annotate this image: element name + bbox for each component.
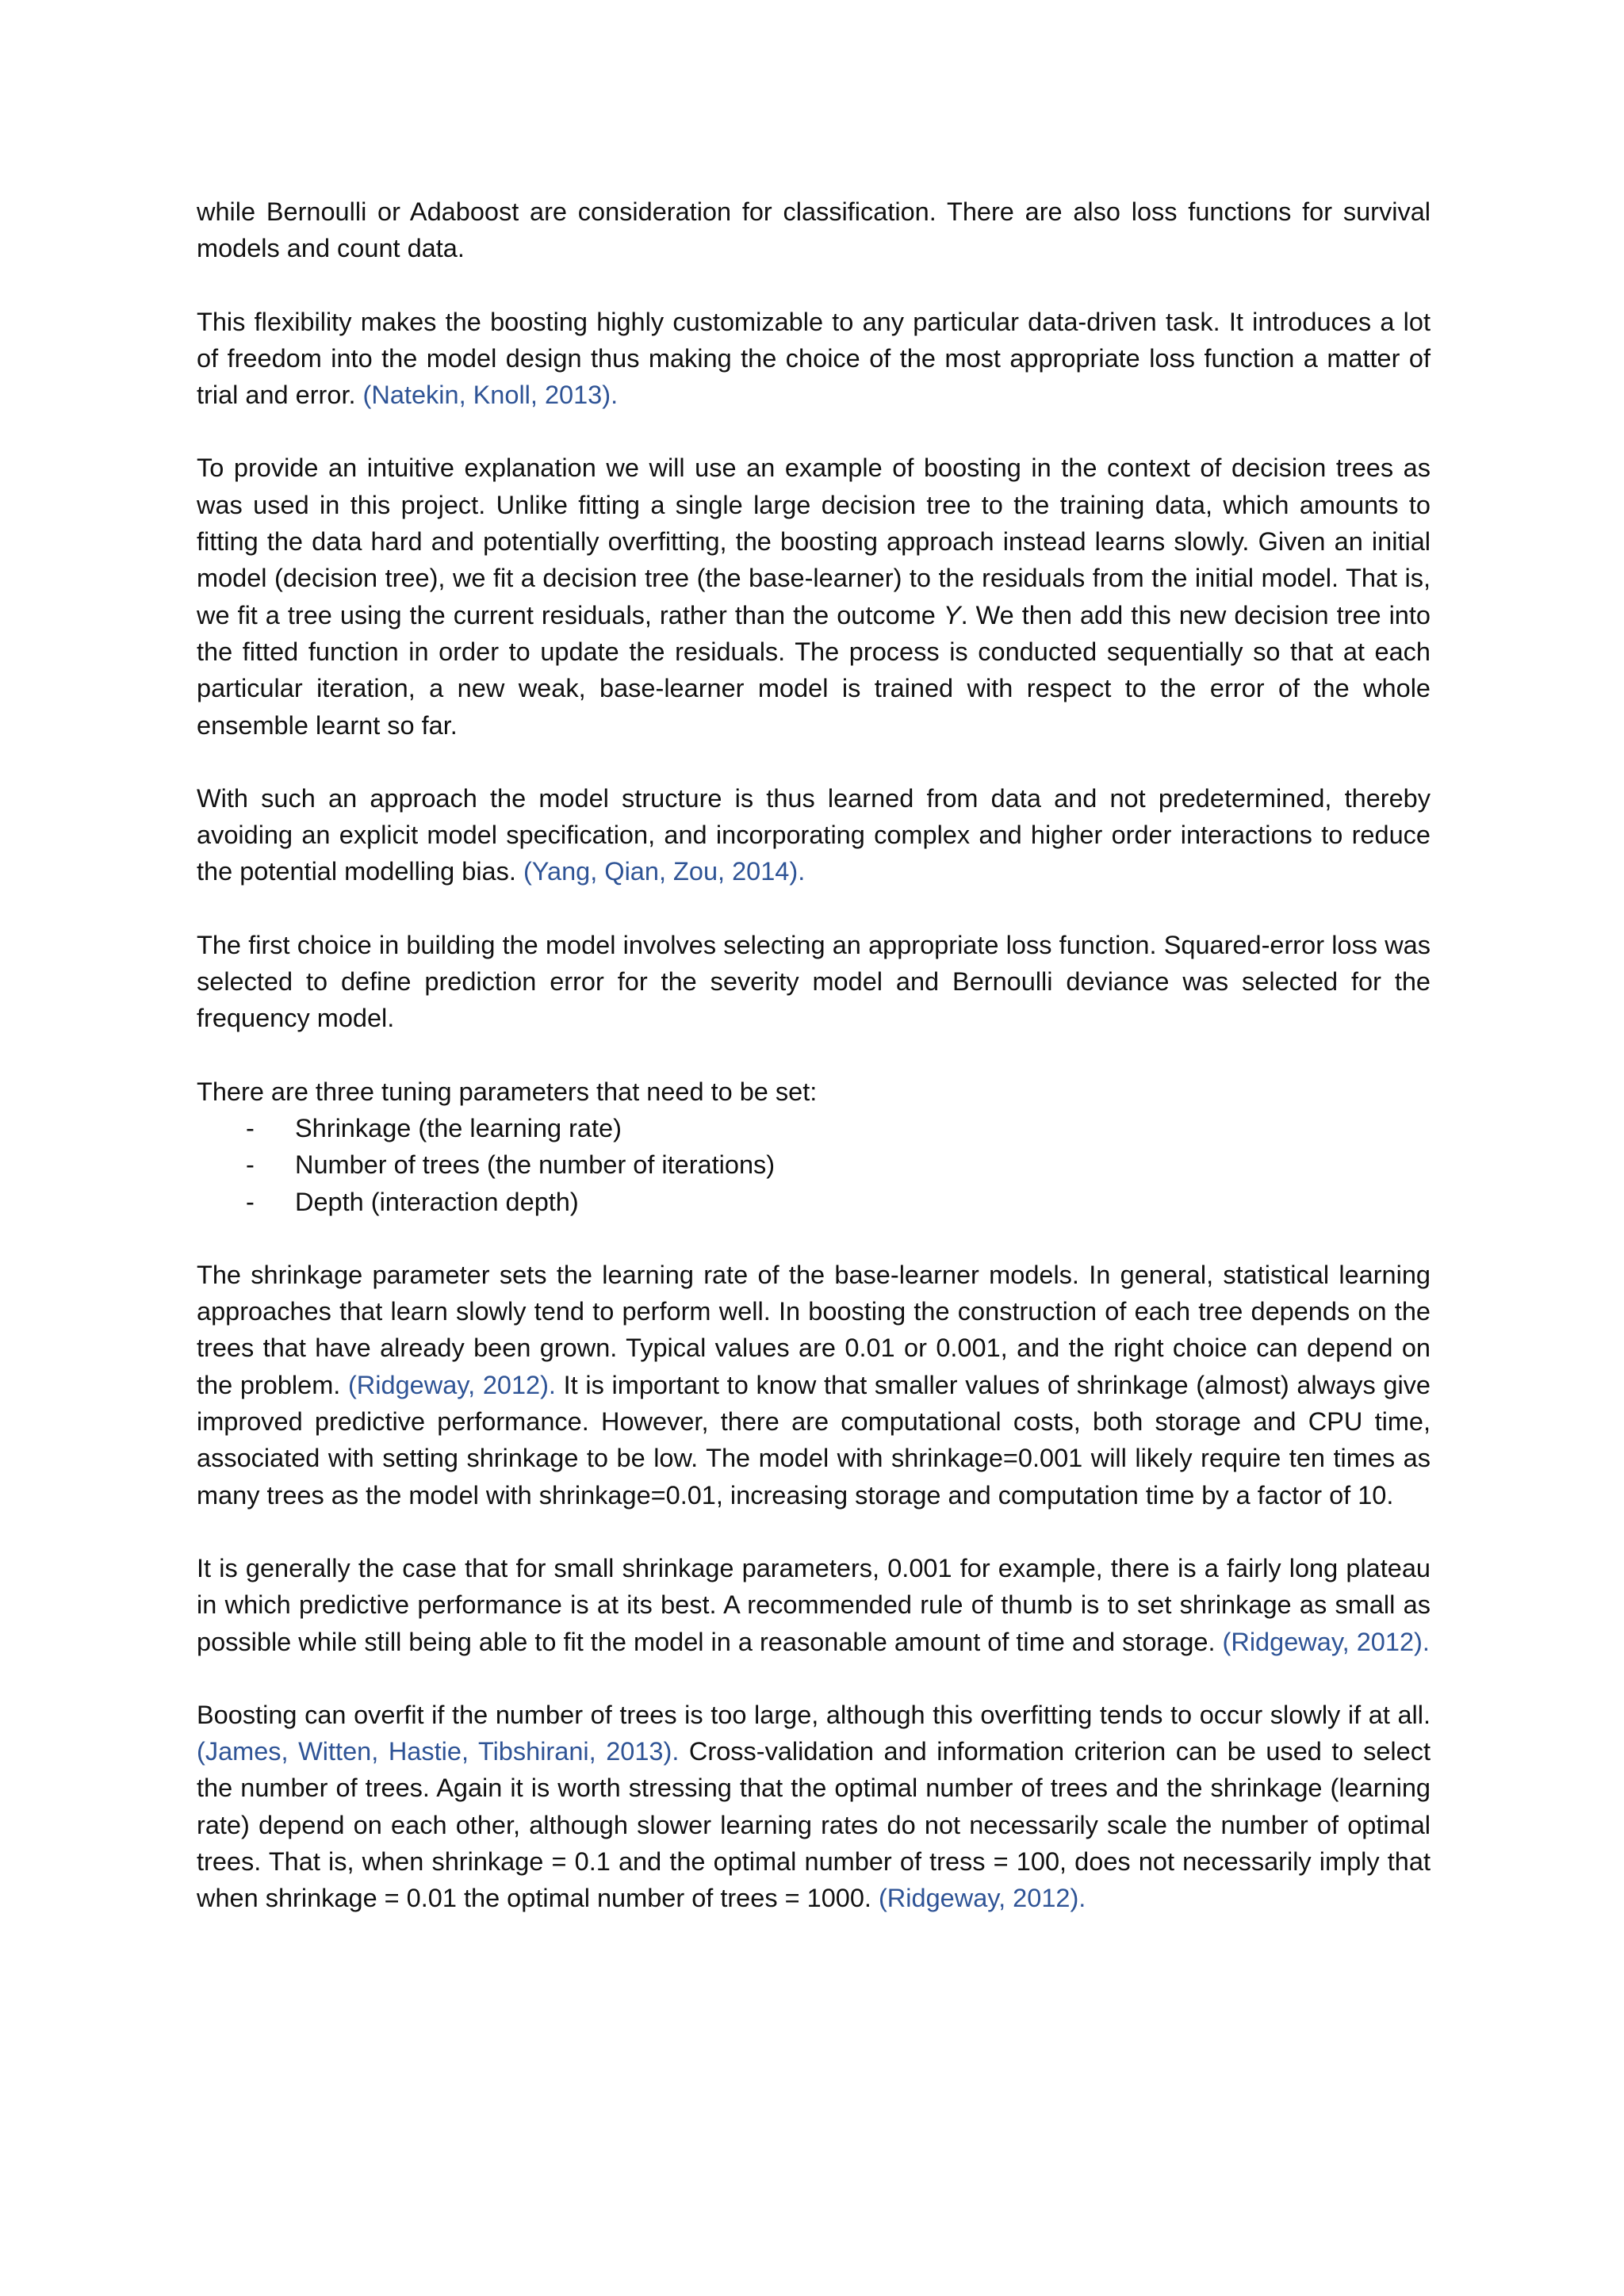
dash-bullet: - [246,1113,255,1142]
paragraph-tuning-intro [197,1073,1431,1110]
paragraph-text: With such an approach the model structure is thus learned from data and not predetermined, thereby avoiding an explicit model specification, and incorporating complex and higher order interactions to reduce the potential modelling bias. [197,783,1431,886]
italic-variable-y: Y [943,600,961,629]
citation-natekin-knoll: (Natekin, Knoll, 2013). [362,381,619,410]
paragraph-intuitive-explanation [197,450,1431,743]
paragraph-model-structure [197,780,1431,890]
paragraph-text: The shrinkage parameter sets the learning rate of the base-learner models. In general, statistical learning approaches that learn slowly tend to perform well. In boosting the construction of each tree depends on the trees that have already been grown. Typical values are 0.01 or 0.001, and the right choice can depend on the problem. [197,1260,1431,1399]
paragraph-text: It is important to know that smaller values of shrinkage (almost) always give improved predictive performance. However, there are computational costs, both storage and CPU time, associated with setting shrinkage to be low. The model with shrinkage=0.001 will likely require ten times as many trees as the model with shrinkage=0.01, increasing storage and computation time by a factor of 10. [197,1370,1431,1510]
list-item-depth [197,1184,1431,1220]
list-item-text: Depth (interaction depth) [295,1187,579,1216]
list-item-text: Shrinkage (the learning rate) [295,1113,622,1142]
citation-yang-qian-zou: (Yang, Qian, Zou, 2014). [523,857,806,886]
paragraph-text: It is generally the case that for small shrinkage parameters, 0.001 for example, there is a fairly long plateau in which predictive performance is at its best. A recommended rule of thumb is to set shrinkage as small as possible while still being able to fit the model in a reasonable amount of time and storage. [197,1553,1431,1656]
paragraph-text: . We then add this new decision tree into the fitted function in order to update the residuals. The process is conducted sequentially so that at each particular iteration, a new weak, base-learner model is trained with respect to the error of the whole ensemble learnt so far. [197,600,1431,740]
list-item-shrinkage [197,1110,1431,1146]
paragraph-text: while Bernoulli or Adaboost are consideration for classification. There are also loss functions for survival models and count data. [197,197,1431,263]
paragraph-text: This flexibility makes the boosting highly customizable to any particular data-driven task. It introduces a lot of freedom into the model design thus making the choice of the most appropriate loss function a matter of trial and error. [197,307,1431,410]
paragraph-flexibility [197,304,1431,414]
dash-bullet: - [246,1187,255,1216]
paragraph-text: To provide an intuitive explanation we will use an example of boosting in the context of decision trees as was used in this project. Unlike fitting a single large decision tree to the training data, which amounts to fitting the data hard and potentially overfitting, the boosting approach instead learns slowly. Given an initial model (decision tree), we fit a decision tree (the base-learner) to the residuals from the initial model. That is, we fit a tree using the current residuals, rather than the outcome [197,453,1431,629]
paragraph-loss-functions [197,193,1431,267]
citation-ridgeway: (Ridgeway, 2012). [347,1370,556,1399]
citation-james-witten-hastie-tibshirani: (James, Witten, Hastie, Tibshirani, 2013). [197,1737,680,1766]
list-item-number-of-trees [197,1146,1431,1183]
paragraph-text: Boosting can overfit if the number of trees is too large, although this overfitting tends to occur slowly if at all. [197,1700,1431,1729]
paragraph-text: The first choice in building the model involves selecting an appropriate loss function. Squared-error loss was selected to define prediction error for the severity model and Bernoulli deviance was selected for the frequency model. [197,930,1431,1033]
paragraph-shrinkage [197,1257,1431,1513]
paragraph-loss-choice [197,927,1431,1037]
citation-ridgeway: (Ridgeway, 2012). [1222,1627,1430,1656]
tuning-parameter-list [197,1110,1431,1220]
document-page [197,193,1431,1954]
paragraph-plateau [197,1550,1431,1660]
citation-ridgeway: (Ridgeway, 2012). [878,1884,1086,1913]
dash-bullet: - [246,1150,255,1180]
paragraph-text: There are three tuning parameters that need to be set: [197,1077,818,1106]
paragraph-overfitting [197,1697,1431,1917]
paragraph-text: Cross-validation and information criterion can be used to select the number of trees. Again it is worth stressing that the optimal number of trees and the shrinkage (learning rate) depend on each other, although slower learning rates do not necessarily scale the number of optimal trees. That is, when shrinkage = 0.1 and the optimal number of tress = 100, does not necessarily imply that when shrinkage = 0.01 the optimal number of trees = 1000. [197,1737,1431,1913]
list-item-text: Number of trees (the number of iterations) [295,1150,776,1180]
